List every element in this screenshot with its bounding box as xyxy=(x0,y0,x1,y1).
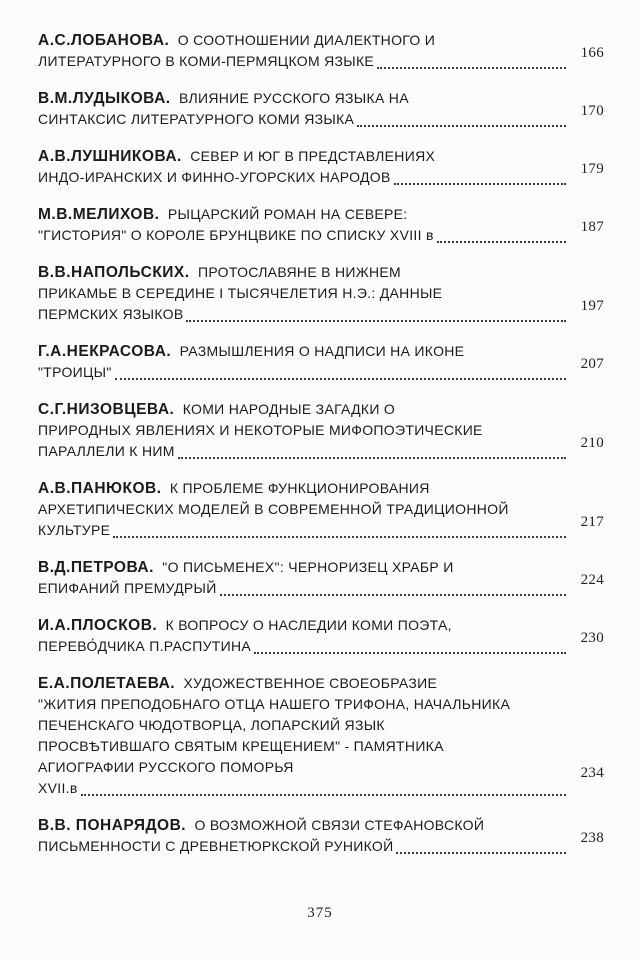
toc-entry-title-line: ПАРАЛЛЕЛИ К НИМ xyxy=(38,443,175,459)
toc-entry-page-number: 238 xyxy=(580,830,604,846)
toc-entry-page-number: 166 xyxy=(580,45,604,61)
toc-entry-line xyxy=(38,219,604,247)
toc-entry-author: С.Г.НИЗОВЦЕВА. xyxy=(38,401,175,418)
toc-entry xyxy=(38,673,604,800)
toc-entry-title-line: СЕВЕР И ЮГ В ПРЕДСТАВЛЕНИЯХ xyxy=(181,148,436,164)
toc-entry-line xyxy=(38,514,604,542)
toc-entry xyxy=(38,146,604,189)
page-number-footer: 375 xyxy=(307,905,333,921)
toc-entry-title-line: ПЕРЕВО́ДЧИКА П.РАСПУТИНА xyxy=(38,638,252,654)
toc-entry-title-line: СИНТАКСИС ЛИТЕРАТУРНОГО КОМИ ЯЗЫКА xyxy=(38,111,355,127)
dot-leader xyxy=(394,183,566,185)
toc-entry-line xyxy=(38,673,604,694)
toc-entry-page-number: 170 xyxy=(580,103,604,119)
toc-entry-page-number: 210 xyxy=(580,435,604,451)
toc-entry-author: А.С.ЛОБАНОВА. xyxy=(38,32,170,49)
toc-entry xyxy=(38,341,604,384)
toc-entry-line xyxy=(38,146,604,167)
toc-entry-title-line: О ВОЗМОЖНОЙ СВЯЗИ СТЕФАНОВСКОЙ xyxy=(186,817,485,833)
toc-entry-line xyxy=(38,45,604,73)
dot-leader xyxy=(113,536,566,538)
toc-entry-line xyxy=(38,341,604,362)
toc-entry-author: Г.А.НЕКРАСОВА. xyxy=(38,343,172,360)
toc-entry-line xyxy=(38,757,604,778)
toc-list xyxy=(38,30,604,858)
toc-entry-author: Е.А.ПОЛЕТАЕВА. xyxy=(38,675,176,692)
toc-entry xyxy=(38,557,604,600)
dot-leader xyxy=(396,852,566,854)
toc-entry-title-line: ПРИКАМЬЕ В СЕРЕДИНЕ I ТЫСЯЧЕЛЕТИЯ Н.Э.: ДАННЫЕ xyxy=(38,285,443,301)
toc-entry-page-number: 217 xyxy=(580,514,604,530)
toc-entry xyxy=(38,30,604,73)
toc-entry-title-line: ПРОТОСЛАВЯНЕ В НИЖНЕМ xyxy=(189,264,401,280)
toc-entry-title-line: РЫЦАРСКИЙ РОМАН НА СЕВЕРЕ: xyxy=(159,206,408,222)
toc-entry-title-line: К ВОПРОСУ О НАСЛЕДИИ КОМИ ПОЭТА, xyxy=(157,617,452,633)
toc-entry-line xyxy=(38,830,604,858)
toc-entry-line xyxy=(38,298,604,326)
dot-leader xyxy=(357,125,566,127)
toc-entry-title-line: "ЖИТИЯ ПРЕПОДОБНАГО ОТЦА НАШЕГО ТРИФОНА, НАЧАЛЬНИКА xyxy=(38,696,511,712)
toc-entry xyxy=(38,399,604,463)
toc-entry-page-number: 230 xyxy=(580,630,604,646)
toc-entry-line xyxy=(38,420,604,441)
toc-entry-title-line: ПЕЧЕНСКАГО ЧЮДОТВОРЦА, ЛОПАРСКИЙ ЯЗЫК xyxy=(38,717,385,733)
toc-entry xyxy=(38,815,604,858)
toc-entry-title-line: ЛИТЕРАТУРНОГО В КОМИ-ПЕРМЯЦКОМ ЯЗЫКЕ xyxy=(38,53,375,69)
dot-leader xyxy=(186,320,566,322)
toc-entry-page-number: 207 xyxy=(580,356,604,372)
toc-entry-author: А.В.ЛУШНИКОВА. xyxy=(38,148,182,165)
toc-entry-line xyxy=(38,283,604,304)
toc-entry-line xyxy=(38,615,604,636)
toc-entry-line xyxy=(38,204,604,225)
toc-entry-title-line: ИНДО-ИРАНСКИХ И ФИННО-УГОРСКИХ НАРОДОВ xyxy=(38,169,391,185)
toc-entry xyxy=(38,478,604,542)
toc-entry-title-line: XVII.в xyxy=(38,780,78,796)
toc-entry-title-line: К ПРОБЛЕМЕ ФУНКЦИОНИРОВАНИЯ xyxy=(161,480,430,496)
toc-entry-line xyxy=(38,572,604,600)
toc-entry-title-line: КУЛЬТУРЕ xyxy=(38,522,111,538)
dot-leader xyxy=(220,594,566,596)
dot-leader xyxy=(178,457,566,459)
toc-entry-title-line: ПРОСВѢТИВШАГО СВЯТЫМ КРЕЩЕНИЕМ" - ПАМЯТНИКА xyxy=(38,738,444,754)
toc-entry-line xyxy=(38,399,604,420)
toc-entry xyxy=(38,204,604,247)
toc-entry-line xyxy=(38,694,604,715)
toc-entry-page-number: 187 xyxy=(580,219,604,235)
dot-leader xyxy=(437,241,566,243)
toc-entry-author: В.М.ЛУДЫКОВА. xyxy=(38,90,171,107)
toc-entry-author: А.В.ПАНЮКОВ. xyxy=(38,480,162,497)
toc-entry-title-line: "ТРОИЦЫ" xyxy=(38,364,112,380)
toc-entry-title-line: КОМИ НАРОДНЫЕ ЗАГАДКИ О xyxy=(174,401,396,417)
toc-entry-title-line: АРХЕТИПИЧЕСКИХ МОДЕЛЕЙ В СОВРЕМЕННОЙ ТРАДИЦИОННОЙ xyxy=(38,501,509,517)
dot-leader xyxy=(115,378,566,380)
toc-entry-line xyxy=(38,30,604,51)
toc-entry-title-line: АГИОГРАФИИ РУССКОГО ПОМОРЬЯ xyxy=(38,759,294,775)
toc-entry-author: М.В.МЕЛИХОВ. xyxy=(38,206,160,223)
toc-entry-line xyxy=(38,88,604,109)
toc-entry-title-line: ПРИРОДНЫХ ЯВЛЕНИЯХ И НЕКОТОРЫЕ МИФОПОЭТИЧЕСКИЕ xyxy=(38,422,483,438)
toc-entry xyxy=(38,262,604,326)
toc-entry-title-line: ПЕРМСКИХ ЯЗЫКОВ xyxy=(38,306,184,322)
toc-entry-title-line: "О ПИСЬМЕНЕХ": ЧЕРНОРИЗЕЦ ХРАБР И xyxy=(153,559,454,575)
toc-entry-author: В.В. ПОНАРЯДОВ. xyxy=(38,817,187,834)
toc-entry-title-line: "ГИСТОРИЯ" О КОРОЛЕ БРУНЦВИКЕ ПО СПИСКУ XVIII в xyxy=(38,227,434,243)
toc-entry-line xyxy=(38,262,604,283)
toc-entry-title-line: РАЗМЫШЛЕНИЯ О НАДПИСИ НА ИКОНЕ xyxy=(171,343,465,359)
toc-entry-line xyxy=(38,736,604,757)
toc-entry-title-line: ЕПИФАНИЙ ПРЕМУДРЫЙ xyxy=(38,580,217,596)
dot-leader xyxy=(377,67,566,69)
toc-entry xyxy=(38,615,604,658)
toc-entry-title-line: ПИСЬМЕННОСТИ С ДРЕВНЕТЮРКСКОЙ РУНИКОЙ xyxy=(38,838,394,854)
toc-entry-line xyxy=(38,630,604,658)
toc-entry-line xyxy=(38,715,604,736)
toc-entry-title-line: ХУДОЖЕСТВЕННОЕ СВОЕОБРАЗИЕ xyxy=(175,675,438,691)
toc-entry-page-number: 179 xyxy=(580,161,604,177)
toc-entry-line xyxy=(38,161,604,189)
toc-entry-author: И.А.ПЛОСКОВ. xyxy=(38,617,158,634)
toc-entry-author: В.Д.ПЕТРОВА. xyxy=(38,559,154,576)
toc-entry-title-line: ВЛИЯНИЕ РУССКОГО ЯЗЫКА НА xyxy=(170,90,409,106)
toc-entry-page-number: 234 xyxy=(580,765,604,781)
toc-entry-line xyxy=(38,557,604,578)
dot-leader xyxy=(81,794,566,796)
toc-entry-line xyxy=(38,356,604,384)
toc-entry-line xyxy=(38,499,604,520)
toc-entry xyxy=(38,88,604,131)
toc-entry-line xyxy=(38,478,604,499)
toc-entry-line xyxy=(38,435,604,463)
toc-entry-line xyxy=(38,815,604,836)
toc-entry-page-number: 224 xyxy=(580,572,604,588)
toc-entry-line xyxy=(38,103,604,131)
toc-entry-title-line: О СООТНОШЕНИИ ДИАЛЕКТНОГО И xyxy=(169,32,436,48)
toc-entry-author: В.В.НАПОЛЬСКИХ. xyxy=(38,264,190,281)
dot-leader xyxy=(254,652,566,654)
toc-entry-page-number: 197 xyxy=(580,298,604,314)
